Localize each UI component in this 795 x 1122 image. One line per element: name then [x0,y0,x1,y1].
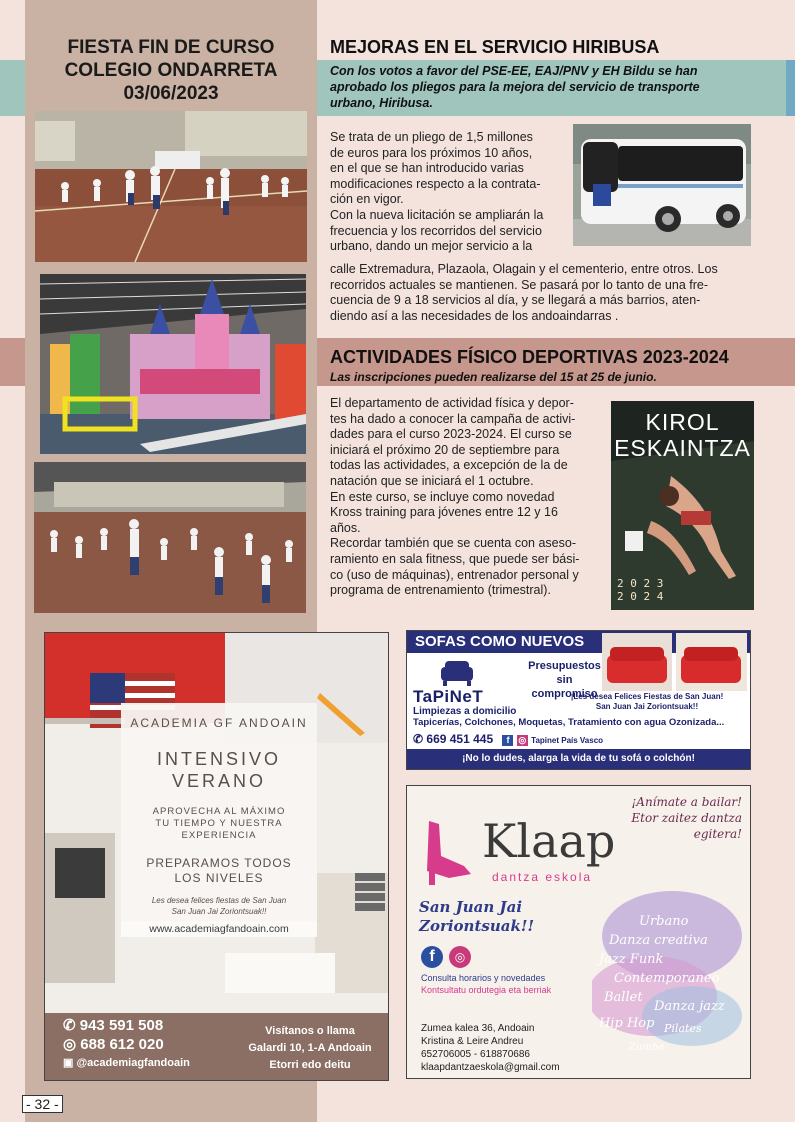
klaap-wish-1: San Juan Jai [419,898,523,916]
klaap-style: Zumba [629,1042,665,1053]
instagram-icon[interactable]: ◎ [449,946,471,968]
sport-body-line: todas las actividades, a excepción de la de [330,458,568,473]
bus-body-line: modificaciones respecto a la contrata- [330,176,541,191]
bus-body-line: diendo así a las necesidades de los andoaindarras . [330,308,619,323]
whatsapp-icon: ◎ [63,1036,81,1053]
tapinet-greeting [547,692,747,712]
bus-body-line: calle Extremadura, Plazaola, Olagain y el cementerio, entre otros. Los [330,262,718,276]
klaap-wish-2: Zoriontsuak!! [419,917,535,935]
school-party-photo-2 [40,274,306,454]
klaap-slogan-2: Etor zaitez dantza egitera! [631,811,742,841]
tapinet-services: Tapicerías, Colchones, Moquetas, Tratamiento con agua Ozonizada... [413,717,725,728]
bus-lead-line: Con los votos a favor del PSE-EE, EAJ/PNV y EH Bildu se han [330,64,698,78]
sport-body-line: años. [330,520,361,535]
band-left-stub-2 [0,338,25,386]
academia-whatsapp-row[interactable] [63,1035,190,1054]
klaap-consult [421,972,551,996]
academia-web-link[interactable]: www.academiagfandoain.com [121,921,317,937]
tapinet-greeting-2: San Juan Jai Zoriontsuak!! [595,702,699,711]
tapinet-contacts [413,732,603,746]
band-edge-accent [786,60,795,116]
sport-body-line: Recordar también que se cuenta con aseso- [330,536,576,551]
academia-wish-1: Les desea felices fiestas de San Juan [151,896,287,905]
tapinet-social[interactable]: Tapinet País Vasco [531,736,604,745]
school-party-title-line2: COLEGIO ONDARRETA [64,60,278,81]
klaap-style: Danza creativa [609,933,708,948]
academia-visit [240,1023,380,1074]
academia-sub-3: EXPERIENCIA [181,830,257,841]
tapinet-sofa-photos [602,633,747,691]
tapinet-quote-2: sin compromiso [531,674,598,700]
klaap-phones[interactable]: 652706005 - 618870686 [421,1049,530,1060]
school-party-photo-3 [34,462,306,613]
school-party-photo-1 [35,111,307,262]
bus-lead-line: urbano, Hiribusa. [330,96,433,110]
academia-name: ACADEMIA GF ANDOAIN [130,716,308,730]
page-number: - 32 - [22,1095,63,1113]
bus-body-line: Se trata de un pliego de 1,5 millones [330,130,533,144]
tapinet-header: SOFAS COMO NUEVOS [415,633,585,650]
sport-body-line: dades para el curso 2023-2024. El curso se [330,427,572,442]
klaap-ad [406,785,751,1079]
academia-phone-row[interactable] [63,1016,190,1035]
sport-body-line: co (uso de máquinas), entrenador personal y [330,567,579,582]
academia-contacts [63,1016,190,1073]
klaap-style: Jazz Funk [599,952,664,967]
kirol-poster-title-line2: ESKAINTZA [614,435,751,461]
academia-visit-3: Etorri edo deitu [269,1059,351,1071]
klaap-wish [419,898,534,936]
bus-photo [573,124,751,246]
sport-lead: Las inscripciones pueden realizarse del 15 at 25 de junio. [330,370,657,384]
academia-visit-2: Galardi 10, 1-A Andoain [248,1042,372,1054]
academia-sub-1: APROVECHA AL MÁXIMO [152,806,286,817]
bus-heading: MEJORAS EN EL SERVICIO HIRIBUSA [330,37,660,57]
bus-body-line: urbano, dando un mejor servicio a la [330,239,533,254]
klaap-consult-1: Consulta horarios y novedades [421,973,546,983]
academia-whatsapp: 688 612 020 [80,1036,164,1053]
klaap-brand: Klaap [482,814,616,868]
school-party-title [25,36,317,105]
klaap-address-1: Zumea kalea 36, Andoain [421,1023,535,1034]
bus-body-line: en el que se han introducido varias [330,161,524,176]
tapinet-quote-1: Presupuestos [528,660,601,672]
tapinet-ad [406,630,751,770]
academia-ad [44,632,389,1081]
klaap-style: Urbano [639,914,689,929]
academia-levels-2: LOS NIVELES [174,871,264,885]
kirol-poster-title [611,409,754,461]
klaap-slogan-1: ¡Anímate a bailar! [631,795,742,809]
bus-body-line: frecuencia y los recorridos del servicio [330,223,542,238]
kirol-poster-title-line1: KIROL [645,409,720,435]
phone-icon: ✆ [63,1017,80,1034]
sport-body-line: iniciará el próximo 20 de septiembre para [330,442,560,457]
bus-body-line: de euros para los próximos 10 años, [330,145,533,160]
sport-heading: ACTIVIDADES FÍSICO DEPORTIVAS 2023-2024 [330,347,729,367]
instagram-icon[interactable]: ◎ [518,735,527,745]
bus-body-text-wide [330,262,785,324]
academia-levels-1: PREPARAMOS TODOS [146,856,292,870]
bus-lead [330,63,785,111]
academia-card [121,703,317,933]
klaap-style: Ballet [604,990,643,1005]
academia-instagram: @academiagfandoain [76,1057,190,1069]
kirol-poster-year2: 2 0 2 4 [617,590,664,603]
sofa-icon [439,659,475,687]
academia-instagram-row[interactable] [63,1054,190,1073]
school-party-title-line1: FIESTA FIN DE CURSO [67,37,275,58]
tapinet-greeting-1: ¡Les desea Felices Fiestas de San Juan! [570,692,724,701]
kirol-poster [611,401,754,610]
klaap-style: Pilates [664,1022,702,1035]
band-left-stub-1 [0,60,25,116]
sport-body-line: En este curso, se incluye como novedad [330,489,555,504]
sport-body-line: natación que se iniciará el 1 octubre. [330,473,534,488]
tapinet-footer: ¡No lo dudes, alarga la vida de tu sofá o colchón! [407,749,750,769]
sport-body-line: Kross training para jóvenes entre 12 y 16 [330,505,558,520]
klaap-styles [599,912,749,1057]
instagram-icon: ▣ [63,1057,77,1069]
tapinet-tag: Limpiezas a domicilio [413,706,517,717]
facebook-icon[interactable]: f [421,946,443,968]
klaap-style: Contemporaneo [614,971,720,986]
facebook-icon[interactable]: f [502,735,513,746]
academia-phone: 943 591 508 [79,1017,164,1034]
bus-body-line: Con la nueva licitación se ampliarán la [330,207,544,222]
klaap-address-2: Kristina & Leire Andreu [421,1036,524,1047]
klaap-email[interactable]: klaapdantzaeskola@gmail.com [421,1062,560,1073]
sport-body-line: tes ha dado a conocer la campaña de activi- [330,411,576,426]
klaap-sub: dantza eskola [492,870,593,884]
klaap-consult-2: Kontsultatu ordutegia eta berriak [421,985,552,995]
bus-body-line: ción en vigor. [330,192,404,207]
sport-body-text [330,396,602,599]
klaap-style: Danza jazz [654,999,725,1014]
sport-body-line: ramiento en sala fitness, que puede ser bási- [330,551,580,566]
tapinet-brand: TaPiNeT [413,687,484,706]
academia-visit-1: Visítanos o llama [265,1025,355,1037]
dance-shoe-icon [419,816,479,886]
klaap-style: Hip Hop [599,1016,655,1031]
bus-body-text [330,130,570,255]
phone-icon: ✆ [413,732,427,746]
bus-body-line: cuencia de 9 a 18 servicios al día, y se llegará a más barrios, aten- [330,293,701,308]
tapinet-phone[interactable]: 669 451 445 [426,732,494,746]
academia-headline-2: VERANO [171,771,267,791]
bus-lead-line: aprobado los pliegos para la mejora del servicio de transporte [330,80,700,94]
academia-headline-1: INTENSIVO [156,749,281,769]
klaap-address [421,1022,560,1074]
school-party-date: 03/06/2023 [123,83,219,104]
academia-wish-2: San Juan Jai Zoriontsuak!! [171,907,267,916]
academia-sub-2: TU TIEMPO Y NUESTRA [155,818,283,829]
bus-body-line: recorridos actuales se mantienen. Se pasará por lo tanto de una fre- [330,277,708,292]
kirol-poster-year1: 2 0 2 3 [617,577,664,590]
sport-body-line: programa de entrenamiento (trimestral). [330,583,551,598]
sport-body-line: El departamento de actividad física y depor- [330,396,574,410]
kirol-poster-years [617,577,663,603]
